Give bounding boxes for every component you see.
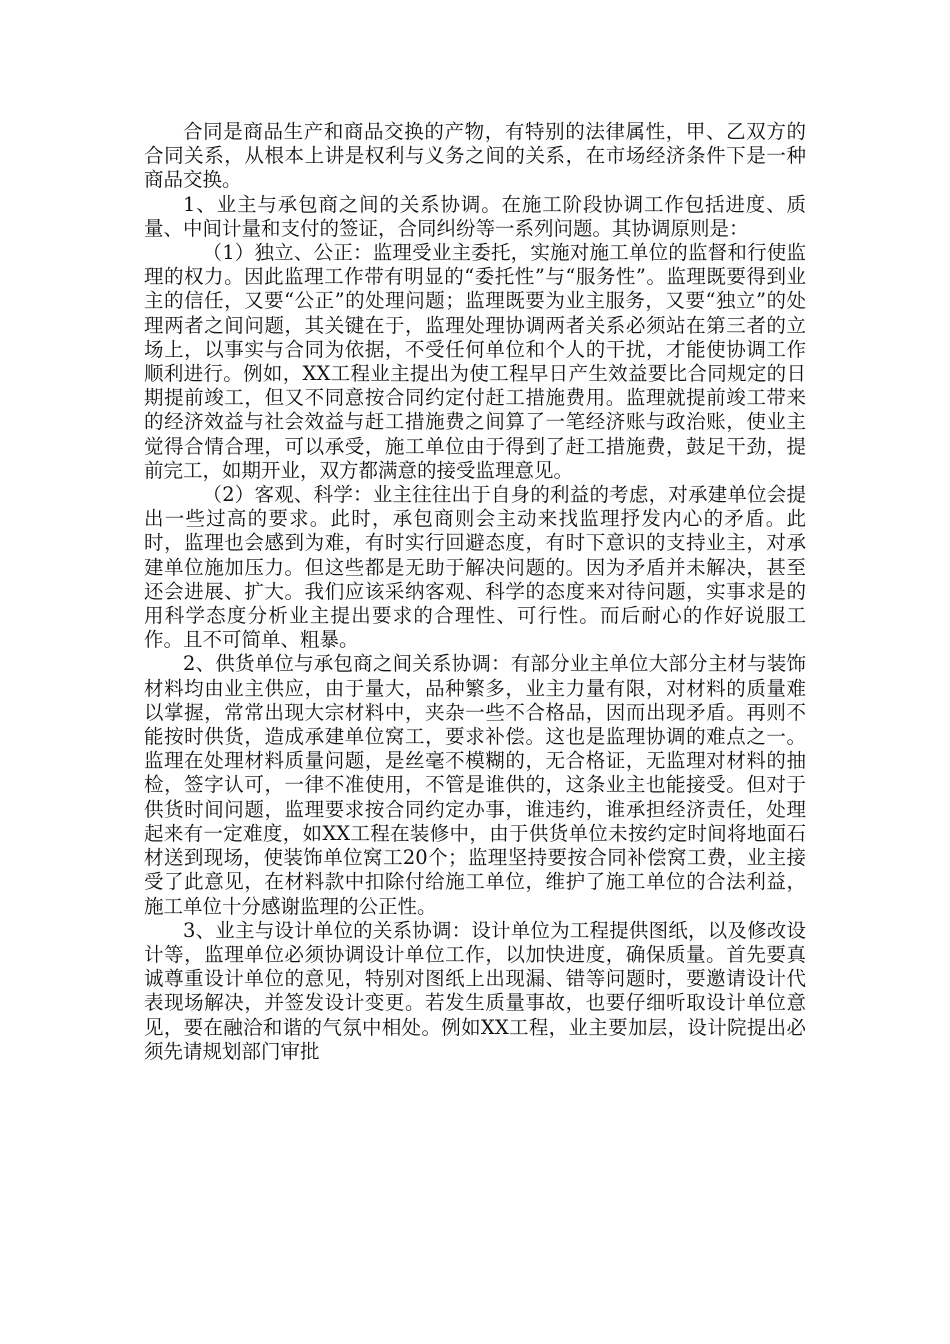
paragraph-principle-1: （1）独立、公正：监理受业主委托，实施对施工单位的监督和行使监理的权力。因此监理工作带有明显的“委托性”与“服务性”。监理既要得到业主的信任，又要“公正”的处理问题；监理既要为业主服务，又要“独立”的处理两者之间问题，其关键在于，监理处理协调两者关系必须站在第三者的立场上，以事实与合同为依据，不受任何单位和个人的干扰，才能使协调工作顺利进行。例如，XX工程业主提出为使工程早日产生效益要比合同规定的日期提前竣工，但又不同意按合同约定付赶工措施费用。监理就提前竣工带来的经济效益与社会效益与赶工措施费之间算了一笔经济账与政治账，使业主觉得合情合理，可以承受，施工单位由于得到了赶工措施费，鼓足干劲，提前完工，如期开业，双方都满意的接受监理意见。	[144, 241, 806, 482]
paragraph-section-2: 2、供货单位与承包商之间关系协调：有部分业主单位大部分主材与装饰材料均由业主供应，由于量大，品种繁多，业主力量有限，对材料的质量难以掌握，常常出现大宗材料中，夹杂一些不合格品，因而出现矛盾。再则不能按时供货，造成承建单位窝工，要求补偿。这也是监理协调的难点之一。监理在处理材料质量问题，是丝毫不模糊的，无合格证，无监理对材料的抽检，签字认可，一律不准使用，不管是谁供的，这条业主也能接受。但对于供货时间问题，监理要求按合同约定办事，谁违约，谁承担经济责任，处理起来有一定难度，如XX工程在装修中，由于供货单位未按约定时间将地面石材送到现场，使装饰单位窝工20个；监理坚持要按合同补偿窝工费，业主接受了此意见，在材料款中扣除付给施工单位，维护了施工单位的合法利益，施工单位十分感谢监理的公正性。	[144, 652, 806, 918]
paragraph-section-1: 1、业主与承包商之间的关系协调。在施工阶段协调工作包括进度、质量、中间计量和支付的签证，合同纠纷等一系列问题。其协调原则是：	[144, 192, 806, 240]
paragraph-principle-2: （2）客观、科学：业主往往出于自身的利益的考虑，对承建单位会提出一些过高的要求。此时，承包商则会主动来找监理抒发内心的矛盾。此时，监理也会感到为难，有时实行回避态度，有时下意识的支持业主，对承建单位施加压力。但这些都是无助于解决问题的。因为矛盾并未解决，甚至还会进展、扩大。我们应该采纳客观、科学的态度来对待问题，实事求是的用科学态度分析业主提出要求的合理性、可行性。而后耐心的作好说服工作。且不可简单、粗暴。	[144, 483, 806, 652]
document-body	[144, 120, 806, 1064]
paragraph-section-3: 3、业主与设计单位的关系协调：设计单位为工程提供图纸，以及修改设计等，监理单位必须协调设计单位工作，以加快进度，确保质量。首先要真诚尊重设计单位的意见，特别对图纸上出现漏、错等问题时，要邀请设计代表现场解决，并签发设计变更。若发生质量事故，也要仔细听取设计单位意见，要在融洽和谐的气氛中相处。例如XX工程，业主要加层，设计院提出必须先请规划部门审批	[144, 918, 806, 1063]
paragraph-intro: 合同是商品生产和商品交换的产物，有特别的法律属性，甲、乙双方的合同关系，从根本上讲是权利与义务之间的关系，在市场经济条件下是一种商品交换。	[144, 120, 806, 192]
